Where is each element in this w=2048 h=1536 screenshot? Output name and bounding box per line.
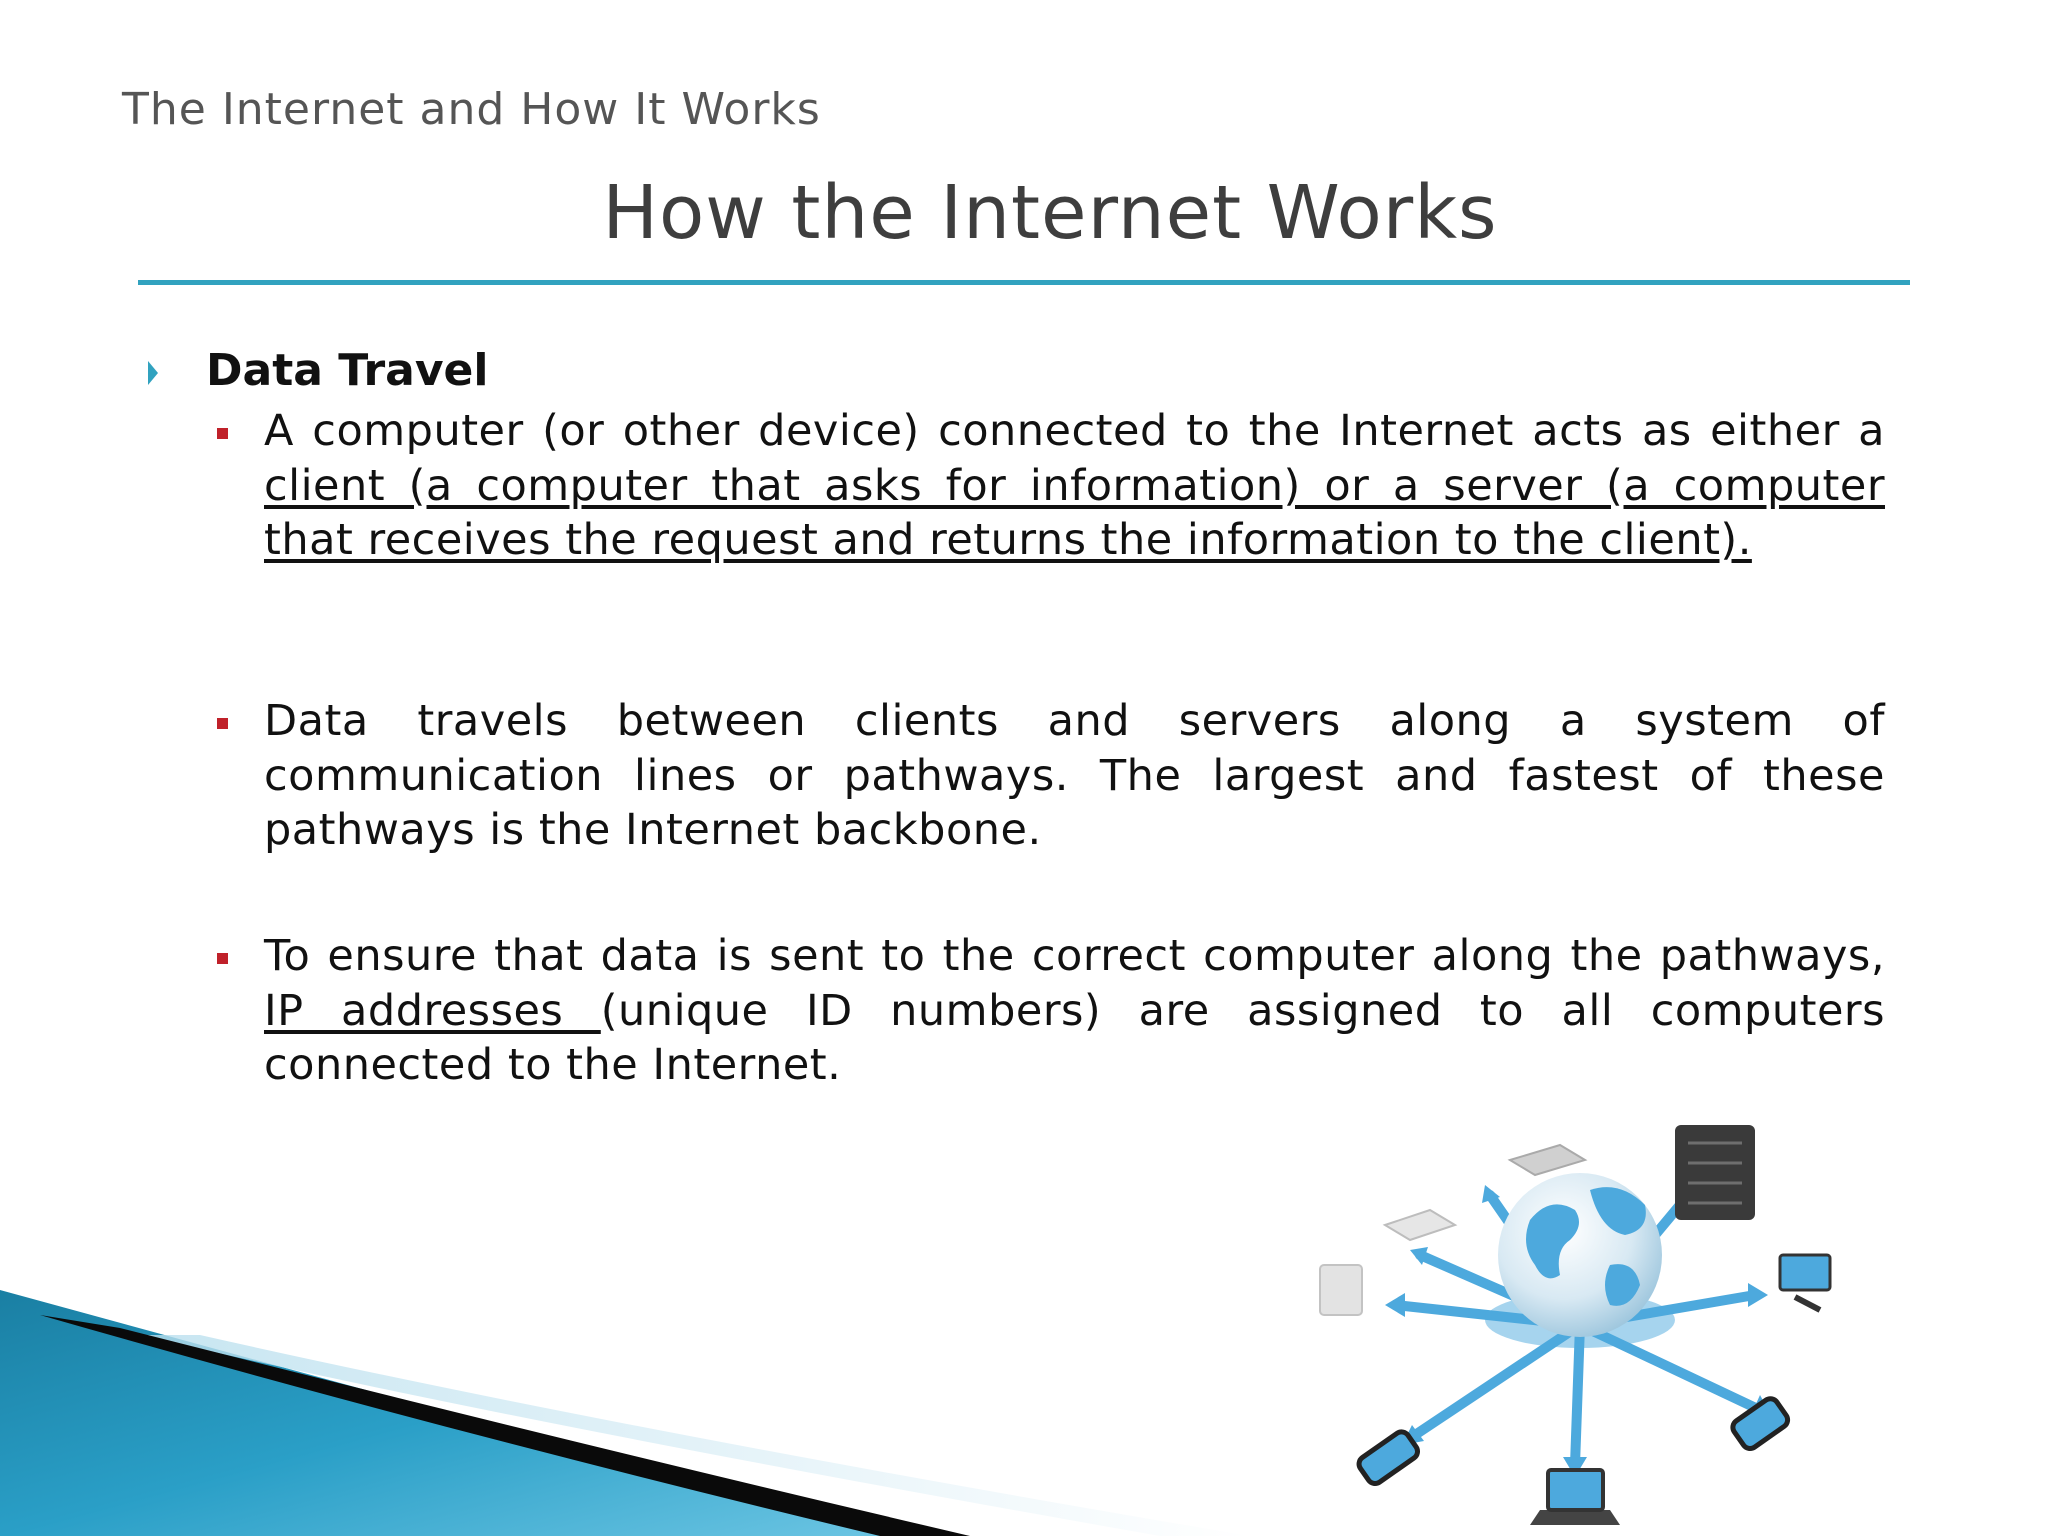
text-after: (unique ID numbers) are assigned to all computers connected to the Internet. (264, 985, 1885, 1090)
sub-bullet-list-3 (200, 929, 1885, 1093)
sub-bullet-list-1 (200, 404, 1885, 568)
triangle-bullet-icon (148, 361, 158, 385)
sub-bullet-text (264, 929, 1885, 1093)
sub-bullet-1 (200, 404, 1885, 568)
slide-title: How the Internet Works (602, 170, 1498, 256)
main-bullet-label: Data Travel (206, 345, 489, 396)
underlined-text: IP addresses (264, 985, 601, 1036)
course-title: The Internet and How It Works (122, 84, 821, 135)
title-underline (138, 280, 1910, 285)
main-bullet (148, 345, 488, 396)
sub-bullet-text (264, 404, 1885, 568)
sub-bullet-2 (200, 694, 1885, 858)
square-bullet-icon (217, 718, 228, 729)
sub-bullet-text (264, 694, 1885, 858)
sub-bullet-3 (200, 929, 1885, 1093)
text-before: Data travels between clients and servers along a system of communication lines or pathways. The largest and fastest of these pathways is the Internet backbone. (264, 696, 1885, 855)
text-before: A computer (or other device) connected to the Internet acts as either a (264, 406, 1885, 456)
square-bullet-icon (217, 953, 228, 964)
text-before: To ensure that data is sent to the correct computer along the pathways, (264, 931, 1885, 981)
network-globe-icon (1290, 1115, 1870, 1535)
square-bullet-icon (217, 428, 228, 439)
underlined-text: client (a computer that asks for information) or a server (a computer that receives the request and returns the information to the client). (264, 460, 1885, 565)
sub-bullet-list-2 (200, 694, 1885, 858)
